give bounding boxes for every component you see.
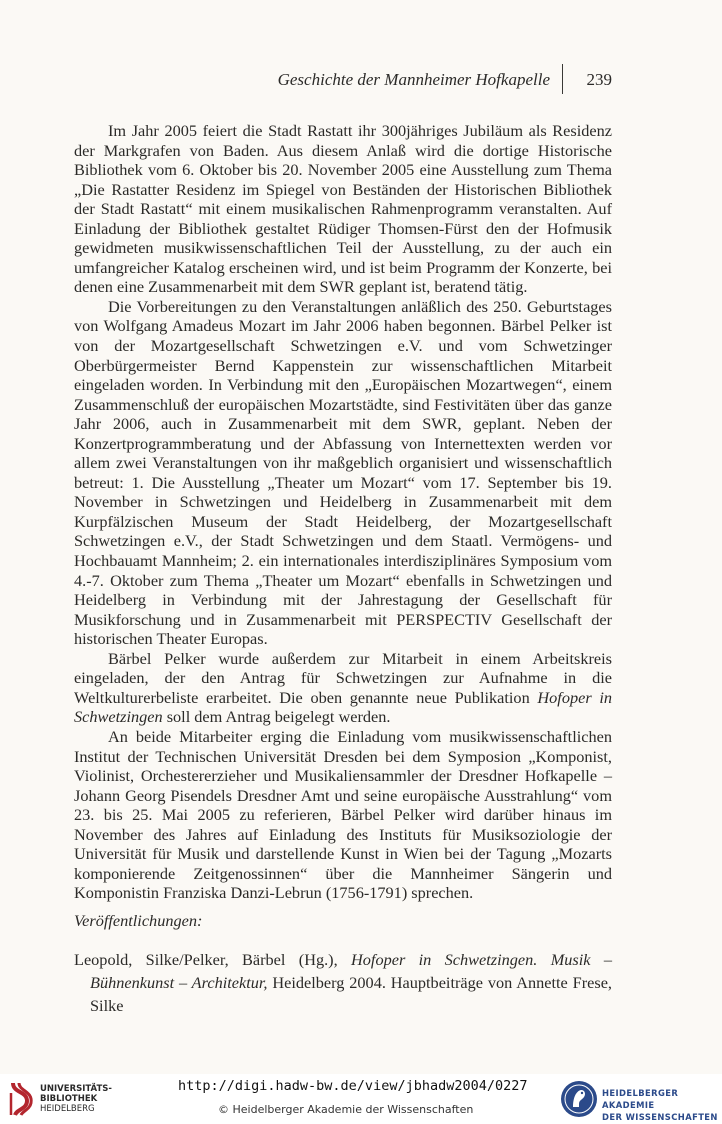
running-header (277, 70, 612, 96)
publication-details: Heidelberg 2004. Hauptbeiträge von Annette Frese, Silke (90, 973, 612, 1015)
publication-title: Hofoper in Schwetzingen. Musik – Bühnenkunst – Architektur, (90, 950, 612, 992)
copyright-notice: © Heidelberger Akademie der Wissenschaften (218, 1103, 474, 1116)
academy-line-1: HEIDELBERGER AKADEMIE (602, 1088, 679, 1110)
body-text (74, 121, 612, 903)
paragraph-rastatt: Im Jahr 2005 feiert die Stadt Rastatt ihr 300jähriges Jubiläum als Residenz der Markgrafen von Baden. Aus diesem Anlaß wird die dortige Historische Bibliothek vom 6. Oktober bis 20. November 2005 eine Ausstellung zum Thema „Die Rastatter Residenz im Spiegel von Beständen der Historischen Bibliothek der Stadt Rastatt“ mit einem musikalischen Rahmenprogramm veranstalten. Auf Einladung der Bibliothek gestaltet Rüdiger Thomsen-Fürst den der Hofmusik gewidmeten musikwissenschaftlichen Teil der Ausstellung, zu der auch ein umfangreicher Katalog erscheinen wird, und ist beim Programm der Konzerte, bei denen eine Zusammenarbeit mit dem SWR geplant ist, beratend tätig. (74, 121, 612, 297)
publication-entry (74, 948, 612, 1017)
paragraph-dresden: An beide Mitarbeiter erging die Einladung vom musikwissenschaftlichen Institut der Technischen Universität Dresden bei dem Symposion „Komponist, Violinist, Orchestererzieher und Musikaliensammler der Dresdner Hofkapelle – Johann Georg Pisendels Dresdner Amt und seine europäische Ausstrahlung“ vom 23. bis 25. Mai 2005 zu referieren, Bärbel Pelker wird darüber hinaus im November des Jahres auf Einladung des Instituts für Musiksoziologie der Universität für Musik und darstellende Kunst in Wien bei der Tagung „Mozarts komponierende Zeitgenossinnen“ über die Mannheimer Sängerin und Komponistin Franziska Danzi-Lebrun (1756-1791) sprechen. (74, 726, 612, 903)
footer-bar (0, 1074, 722, 1124)
paragraph-mozart: Die Vorbereitungen zu den Veranstaltungen anläßlich des 250. Geburtstages von Wolfgang Amadeus Mozart im Jahr 2006 haben begonnen. Bärbel Pelker ist von der Mozartgesellschaft Schwetzingen e.V. und vom Schwetzinger Oberbürgermeister Bernd Kappenstein zur wissenschaftlichen Mitarbeit eingeladen worden. In Verbindung mit den „Europäischen Mozartwegen“, einem Zusammenschluß der europäischen Mozartstädte, sind Festivitäten über das ganze Jahr 2006, auch in Zusammenarbeit mit dem SWR, geplant. Neben der Konzertprogrammberatung und der Abfassung von Internettexten werden vor allem zwei Veranstaltungen von ihr maßgeblich organisiert und wissenschaftlich betreut: 1. Die Ausstellung „Theater um Mozart“ vom 17. September bis 19. November in Schwetzingen und Heidelberg in Zusammenarbeit mit dem Kurpfälzischen Museum der Stadt Heidelberg, der Mozartgesellschaft Schwetzingen e.V., der Stadt Schwetzingen und dem Staatl. Vermögens- und Hochbauamt Mannheim; 2. ein internationales interdisziplinäres Symposium vom 4.-7. Oktober zum Thema „Theater um Mozart“ ebenfalls in Schwetzingen und Heidelberg in Verbindung mit der Jahrestagung der Gesellschaft für Musikforschung und in Zusammenarbeit mit PERSPECTIV Gesellschaft der historischen Theater Europas. (74, 296, 612, 649)
publications-section (74, 909, 612, 1017)
academy-seal-icon (560, 1080, 598, 1118)
university-library-logo-icon (9, 1081, 35, 1117)
publications-heading: Veröffentlichungen: (74, 911, 203, 930)
publication-title-italic: Hofoper in Schwetzingen (74, 687, 612, 727)
university-library-name (40, 1084, 112, 1114)
paragraph-weltkulturerbe-tail: soll dem Antrag beigelegt werden. (162, 707, 391, 727)
paragraph-weltkulturerbe-text: Bärbel Pelker wurde außerdem zur Mitarbeit in einem Arbeitskreis eingeladen, der den Antrag für Schwetzingen zur Aufnahme in die Weltkulturerbeliste erarbeitet. Die oben genannte neue Publikation (74, 648, 612, 707)
academy-name (602, 1087, 722, 1123)
paragraph-weltkulturerbe (74, 649, 612, 727)
library-line-3: HEIDELBERG (40, 1104, 95, 1114)
source-url-link[interactable]: http://digi.hadw-bw.de/view/jbhadw2004/0227 (178, 1078, 528, 1094)
page-number: 239 (586, 70, 612, 89)
running-title: Geschichte der Mannheimer Hofkapelle (277, 70, 550, 89)
publication-authors: Leopold, Silke/Pelker, Bärbel (Hg.), (74, 950, 352, 969)
academy-line-2: DER WISSENSCHAFTEN (602, 1112, 718, 1122)
library-line-2: BIBLIOTHEK (40, 1094, 98, 1104)
header-divider (562, 64, 563, 94)
library-line-1: UNIVERSITÄTS- (40, 1084, 112, 1094)
